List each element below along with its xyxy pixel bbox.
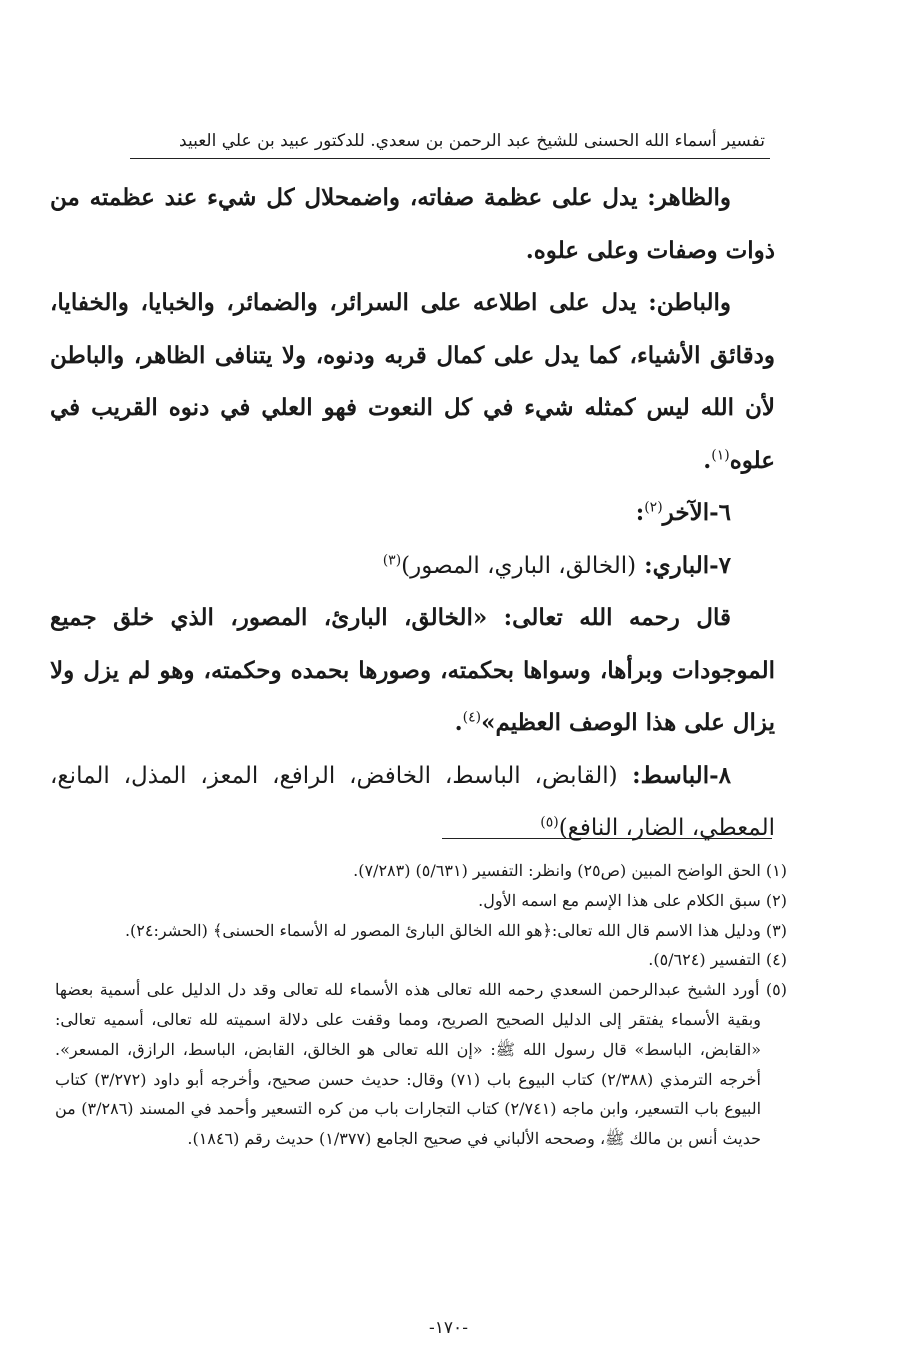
footnote-1: (١) الحق الواضح المبين (ص٢٥) وانظر: التفسير (٥/٦٣١) (٧/٢٨٣). xyxy=(353,861,787,880)
paragraph-bari-text: قال رحمه الله تعالى: «الخالق، البارئ، المصور، الذي خلق جميع الموجودات وبرأها، وسواها بحكمته، وصورها بحمده وحكمته، وهو لم يزل ولا يزال على هذا الوصف العظيم» xyxy=(50,604,775,736)
heading-7-label: ٧-الباري: xyxy=(644,551,731,579)
paragraph-batin-end: . xyxy=(703,446,712,474)
heading-7-names: (الخالق، الباري، المصور) xyxy=(401,552,637,579)
footnote-rule xyxy=(442,838,772,839)
footnote-5: (٥) أورد الشيخ عبدالرحمن السعدي رحمه الله تعالى هذه الأسماء لله تعالى وقد دل الدليل على أسمية بعضها وبقية الأسماء يفتقر إلى الدليل الصحيح الصريح، ومما وقفت على دلالة اسميته لله تعالى، أسميه تعالى: «القابض، الباسط» قال رسول الله ﷺ: «إن الله تعالى هو الخالق، القابض، الباسط، الرازق، المسعر». أخرجه الترمذي (٢/٣٨٨) كتاب البيوع باب (٧١) وقال: حديث حسن صحيح، وأخرجه أبو داود (٣/٢٧٢) كتاب البيوع باب التسعير، وابن ماجه (٢/٧٤١) كتاب التجارات باب من كره التسعير وأحمد في المسند (٣/٢٨٦) من حديث أنس بن مالك ﷺ، وصححه الألباني في صحيح الجامع (١/٣٧٧) حديث رقم (١٨٤٦). xyxy=(55,980,787,1149)
header-rule xyxy=(130,158,770,159)
footnote-ref-5: (٥) xyxy=(540,814,559,831)
paragraph-bari xyxy=(50,592,775,750)
heading-7 xyxy=(50,540,775,593)
running-header: تفسير أسماء الله الحسنى للشيخ عبد الرحمن بن سعدي. للدكتور عبيد بن علي العبيد xyxy=(179,131,765,151)
footnote-ref-3: (٣) xyxy=(382,551,402,568)
footnote-4: (٤) التفسير (٥/٦٢٤). xyxy=(648,950,787,970)
footnote-ref-1: (١) xyxy=(711,446,730,463)
heading-8-label: ٨-الباسط: xyxy=(632,761,731,789)
paragraph-zahir: والظاهر: يدل على عظمة صفاته، واضمحلال كل شيء عند عظمته من ذوات وصفات وعلى علوه. xyxy=(50,184,775,264)
heading-6-text: ٦-الآخر xyxy=(662,499,731,526)
footnote-3: (٣) ودليل هذا الاسم قال الله تعالى:﴿هو الله الخالق البارئ المصور له الأسماء الحسنى﴾ (الحشر:٢٤). xyxy=(124,920,787,940)
paragraph-batin xyxy=(50,277,775,487)
page-number: -١٧٠- xyxy=(429,1318,468,1338)
main-text xyxy=(50,172,775,855)
footnote-ref-4: (٤) xyxy=(462,709,482,726)
heading-6 xyxy=(50,487,775,540)
footnote-ref-2: (٢) xyxy=(644,499,663,516)
paragraph-bari-end: . xyxy=(454,709,463,736)
footnotes xyxy=(55,856,787,1154)
heading-8-names: (القابض، الباسط، الخافض، الرافع، المعز، المذل، المانع، المعطي، الضار، النافع) xyxy=(50,762,775,841)
footnote-2: (٢) سبق الكلام على هذا الإسم مع اسمه الأول. xyxy=(478,890,787,910)
heading-6-end: : xyxy=(635,499,645,526)
paragraph-batin-text: والباطن: يدل على اطلاعه على السرائر، والضمائر، والخبايا، والخفايا، ودقائق الأشياء، كما يدل على كمال قربه ودنوه، ولا يتنافى الظاهر، والباطن لأن الله ليس كمثله شيء في كل النعوت فهو العلي في دنوه القريب في علوه xyxy=(50,289,775,474)
